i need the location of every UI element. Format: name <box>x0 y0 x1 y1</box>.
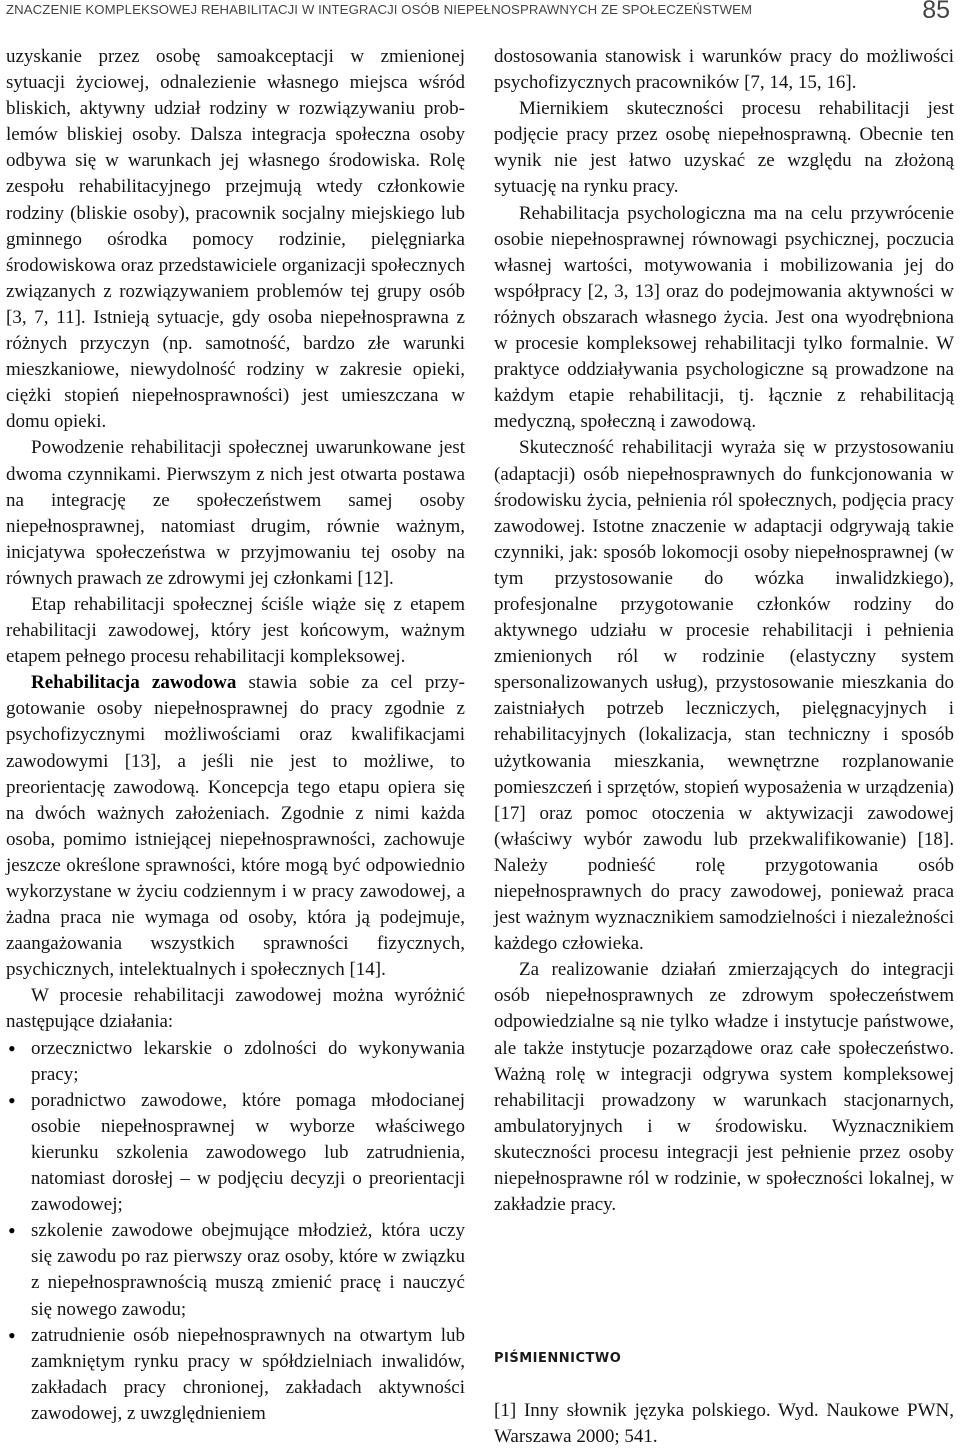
paragraph: W procesie rehabilitacji zawodowej można wyróżnić następujące działania: <box>6 985 465 1033</box>
bibliography-item: [1] Inny słownik języka polskiego. Wyd. Naukowe PWN, Warszawa 2000; 541. <box>494 1400 954 1447</box>
list-item: • szkolenie zawodowe obejmujące młodzież, która uczy się zawodu po raz pierwszy oraz osoby, które w związku z niepełnosprawnością muszą zmienić pracę i nauczyć się nowego zawodu; <box>6 1218 465 1322</box>
bullet-list <box>6 1036 465 1427</box>
right-column <box>494 44 954 1218</box>
paragraph: Powodzenie rehabilitacji społecznej uwarunkowane jest dwoma czynnikami. Pierwszym z nich jest otwarta postawa na integrację ze społeczeństwem samej osoby niepełnosprawnej, natomiast drugim, równie ważnym, inicjatywa społeczeństwa w przyjmowaniu tej osoby na równych prawach ze zdrowymi jej członkami [12]. <box>6 437 465 589</box>
paragraph: Miernikiem skuteczności procesu rehabilitacji jest podjęcie pracy przez osobę niepełnosprawną. Obecnie ten wynik nie jest łatwo uzyskać ze względu na złożoną sytuację na rynku pracy. <box>494 98 954 198</box>
running-header: ZNACZENIE KOMPLEKSOWEJ REHABILITACJI W INTEGRACJI OSÓB NIEPEŁNOSPRAWNYCH ZE SPOŁECZEŃSTWEM <box>6 2 753 17</box>
paragraph: Etap rehabilitacji społecznej ściśle wiąże się z etapem rehabilitacji zawodowej, który jest końcowym, ważnym etapem pełnego procesu rehabilitacji kompleksowej. <box>6 593 465 668</box>
section-term: Rehabilitacja zawodowa <box>31 672 237 694</box>
paragraph: uzyskanie przez osobę samoakceptacji w zmienionej sytuacji życiowej, odnalezienie własnego miejsca wśród bliskich, aktywny udział rodziny w rozwiązywaniu problemów bliskiej osoby. Dalsza integracja społeczna osoby odbywa się w warunkach jej własnego środowiska. Rolę zespołu rehabilitacyjnego przejmują wtedy członkowie rodziny (bliskie osoby), pracownik socjalny miejskiego lub gminnego ośrodka pomocy rodzinie, pielęgniarka środowiskowa oraz przedstawiciele organizacji społecznych związanych z rozwiązywaniem problemów tej grupy osób [3, 7, 11]. Istnieją sytuacje, gdy osoba niepełnosprawna z różnych przyczyn (np. samotność, bardzo złe warunki mieszkaniowe, niewydolność rodziny w zakresie opieki, ciężki stopień niepełnosprawności) jest umieszczana w domu opieki. <box>6 46 465 433</box>
paragraph: Skuteczność rehabilitacji wyraża się w przystosowaniu (adaptacji) osób niepełnosprawnych do funkcjonowania w środowisku życia, pełnienia ról społecznych, podjęcia pracy zawodowej. Istotne znaczenie w adaptacji odgrywają takie czynniki, jak: sposób lokomocji osoby niepełnosprawnej (w tym przystosowanie do wózka inwalidzkiego), profesjonalne przygotowanie członków rodziny do aktywnego udziału w procesie rehabilitacji i pełnienia zmienionych ról w rodzinie (elastyczny system spersonalizowanych usług), przystosowanie mieszkania do zaistniałych potrzeb leczniczych, pielęgnacyjnych i rehabilitacyjnych (lokalizacja, stan techniczny i sposób użytkowania mieszkania, wewnętrzne rozplanowanie pomieszczeń i sprzętów, stopień wyposażenia w urządzenia) [17] oraz pomoc otoczenia w aktywizacji zawodowej (właściwy wybór zawodu lub przekwalifikowanie) [18]. Należy podnieść rolę przygotowania osób niepełnosprawnych do pracy zawodowej, ponieważ praca jest ważnym wyznacznikiem samodzielności i niezależności każdego człowieka. <box>494 437 954 955</box>
paragraph <box>6 670 465 983</box>
paragraph: dostosowania stanowisk i warunków pracy do możliwości psychofizycznych pracowników [7, 14, 15, 16]. <box>494 46 954 94</box>
list-item: • orzecznictwo lekarskie o zdolności do wykonywania pracy; <box>6 1036 465 1088</box>
paragraph: Rehabilitacja psychologiczna ma na celu przywrócenie osobie niepełnosprawnej równowagi psychicznej, poczucia własnej wartości, motywowania i mobilizowania jej do współpracy [2, 3, 13] oraz do podejmowania aktywności w różnych obszarach własnego życia. Jest ona wyodrębniona w procesie kompleksowej rehabilitacji tylko formalnie. W praktyce oddziaływania psychologiczne są prowadzone na każdym etapie rehabilitacji, tj. łącznie z rehabilitacją medyczną, społeczną i zawodową. <box>494 202 954 433</box>
list-item: • poradnictwo zawodowe, które pomaga młodocianej osobie niepełnosprawnej w wyborze właściwego kierunku szkolenia zawodowego lub zatrudnienia, natomiast dorosłej – w podjęciu decyzji o preorientacji zawodowej; <box>6 1088 465 1218</box>
bibliography-heading: PIŚMIENNICTWO <box>494 1351 622 1366</box>
page-number: 85 <box>922 0 950 24</box>
list-item: • zatrudnienie osób niepełnosprawnych na otwartym lub zamkniętym rynku pracy w spółdzielniach inwalidów, zakładach pracy chronionej, zakładach aktywności zawodowej, z uwzględnieniem <box>6 1323 465 1427</box>
left-column <box>6 44 465 1427</box>
paragraph: Za realizowanie działań zmierzających do integracji osób niepełnosprawnych ze zdrowym społeczeństwem odpowiedzialne są nie tylko władze i instytucje państwowe, ale także instytucje pozarządowe oraz całe społeczeństwo. Ważną rolę w integracji odgrywa system kompleksowej rehabilitacji prowadzony w warunkach stacjonarnych, ambulatoryjnych i w środowisku. Wyznacznikiem skuteczności procesu integracji jest pełnienie przez osoby niepełnosprawne ról w rodzinie, w społeczności lokalnej, w zakładzie pracy. <box>494 959 954 1216</box>
paragraph-text: stawia sobie za cel przygotowanie osoby niepełnosprawnej do pracy zgodnie z psychofizycznymi możliwościami oraz kwalifikacjami zawodowymi [13], a jeśli nie jest to możliwe, to preorientację zawodową. Koncepcja tego etapu opiera się na dwóch ważnych założeniach. Zgodnie z nimi każda osoba, pomimo istniejącej niepełnosprawności, zachowuje jeszcze określone sprawności, które mogą być odpowiednio wykorzystane w życiu codziennym i w pracy zawodowej, a żadna praca nie wymaga od osoby, która ją podejmuje, zaangażowania wszystkich sprawności fizycznych, psychicznych, intelektualnych i społecznych [14]. <box>6 672 465 981</box>
